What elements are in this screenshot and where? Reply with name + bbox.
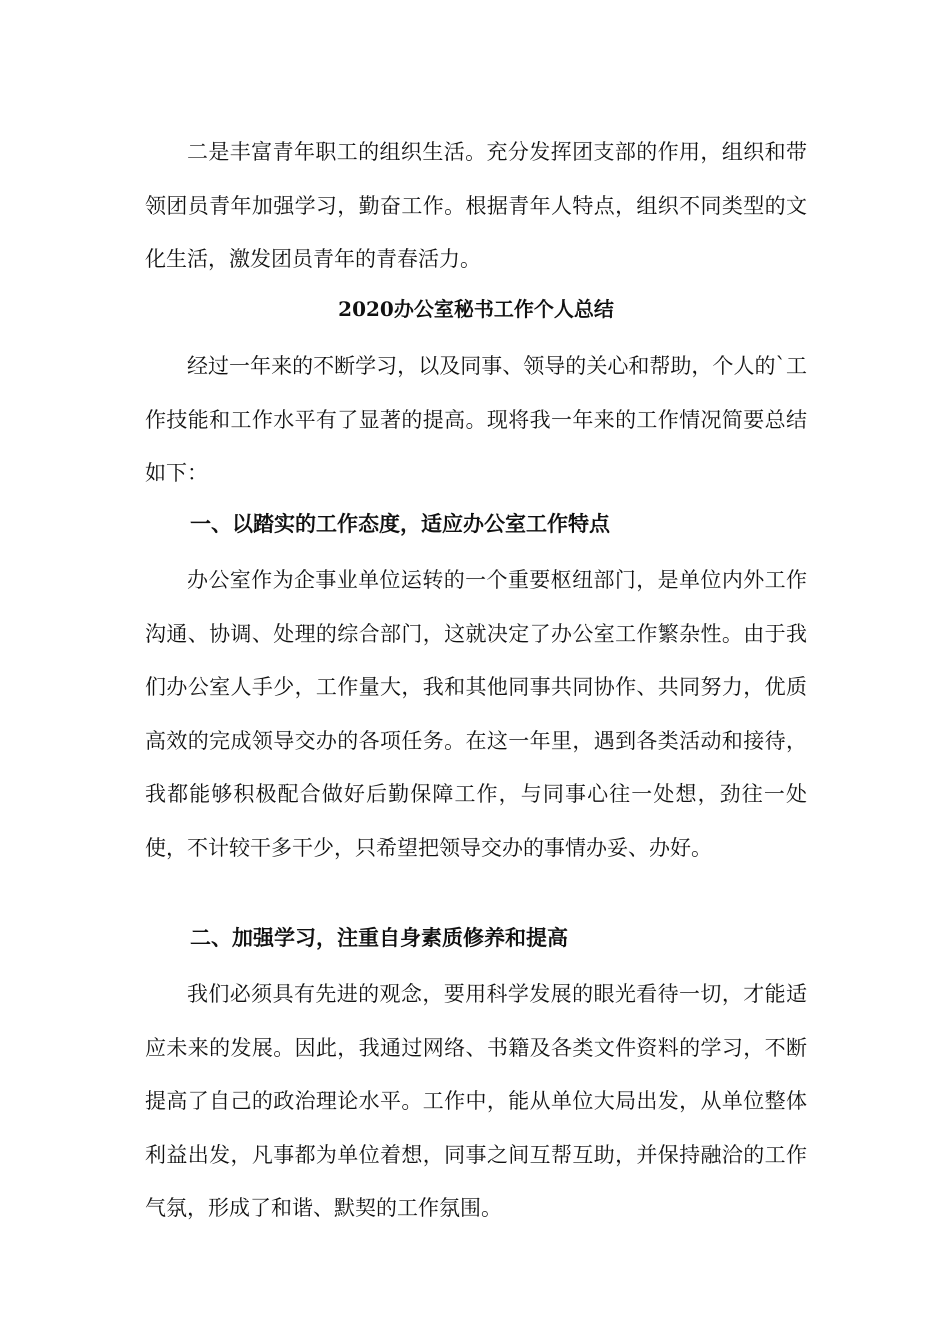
section-1-paragraph: 办公室作为企事业单位运转的一个重要枢纽部门，是单位内外工作沟通、协调、处理的综合部门，这就决定了办公室工作繁杂性。由于我们办公室人手少，工作量大，我和其他同事共同协作、共同努力，优质高效的完成领导交办的各项任务。在这一年里，遇到各类活动和接待，我都能够积极配合做好后勤保障工作，与同事心往一处想，劲往一处使，不计较干多干少，只希望把领导交办的事情办妥、办好。 <box>145 568 807 860</box>
section-1-heading: 一、以踏实的工作态度，适应办公室工作特点 <box>190 511 610 536</box>
document-title: 2020办公室秘书工作个人总结 <box>338 297 614 321</box>
section-2-paragraph: 我们必须具有先进的观念，要用科学发展的眼光看待一切，才能适应未来的发展。因此，我通过网络、书籍及各类文件资料的学习，不断提高了自己的政治理论水平。工作中，能从单位大局出发，从单位整体利益出发，凡事都为单位着想，同事之间互帮互助，并保持融洽的工作气氛，形成了和谐、默契的工作氛围。 <box>145 982 807 1220</box>
opening-paragraph: 经过一年来的不断学习，以及同事、领导的关心和帮助，个人的`工作技能和工作水平有了显著的提高。现将我一年来的工作情况简要总结如下： <box>145 354 807 485</box>
section-2-heading: 二、加强学习，注重自身素质修养和提高 <box>190 925 568 950</box>
intro-paragraph: 二是丰富青年职工的组织生活。充分发挥团支部的作用，组织和带领团员青年加强学习，勤奋工作。根据青年人特点，组织不同类型的文化生活，激发团员青年的青春活力。 <box>145 140 807 271</box>
